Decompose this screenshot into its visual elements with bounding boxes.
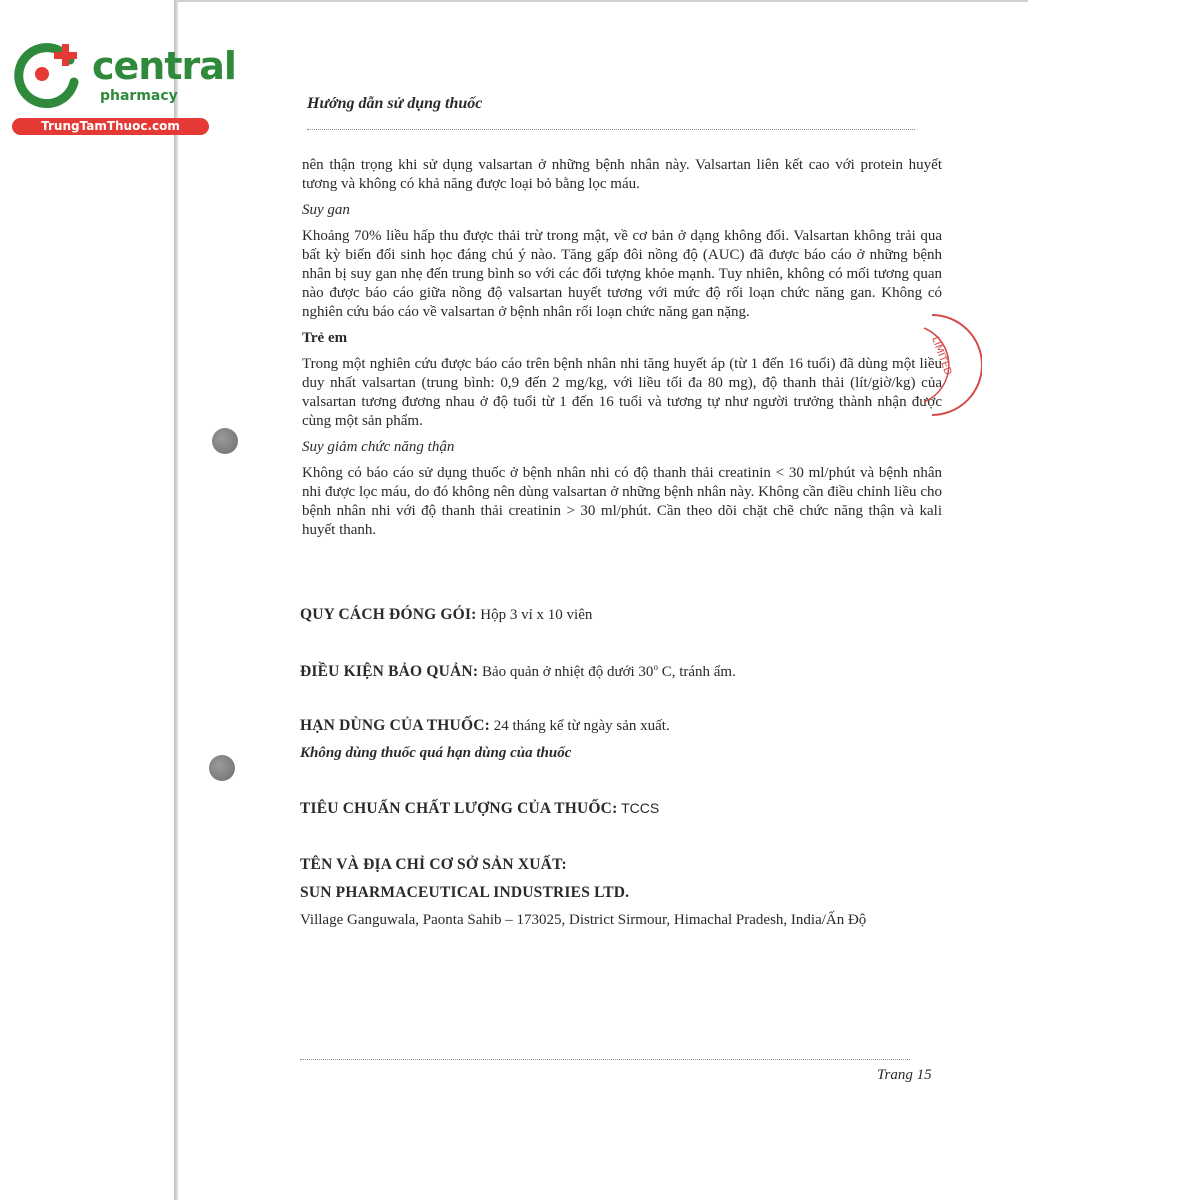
page-top-edge (178, 0, 1028, 2)
header-title: Hướng dẫn sử dụng thuốc (307, 95, 483, 112)
central-pharmacy-logo[interactable] (12, 38, 236, 138)
manufacturer-name-line (300, 884, 629, 902)
standard-section (300, 800, 659, 818)
storage-label: ĐIỀU KIỆN BẢO QUẢN: (300, 663, 479, 680)
footer-rule (300, 1059, 910, 1060)
storage-tail: C, tránh ẩm. (657, 664, 736, 680)
logo-tagline: pharmacy (100, 88, 178, 104)
pharmacy-cross-icon (12, 38, 82, 108)
renal-heading: Suy giảm chức năng thận (302, 439, 455, 455)
logo-name: central (92, 44, 236, 88)
page-number: Trang 15 (877, 1067, 932, 1083)
header-rule (307, 129, 915, 130)
expiry-label: HẠN DÙNG CỦA THUỐC: (300, 717, 490, 734)
children-paragraph: Trong một nghiên cứu được báo cáo trên bệnh nhân nhi tăng huyết áp (từ 1 đến 16 tuổi) đã dùng một liều duy nhất valsartan (trung bình: 0,9 đến 2 mg/kg, với liều tối đa 80 mg), độ thanh thải (lít/giờ/kg) của valsartan tương đương nhau ở độ tuổi từ 1 đến 16 tuổi và tương tự như người trưởng thành nhận được cùng một sản phẩm. (302, 356, 942, 429)
manufacturer-heading (300, 856, 567, 874)
company-stamp (922, 310, 982, 420)
intro-paragraph: nên thận trọng khi sử dụng valsartan ở những bệnh nhân này. Valsartan liên kết cao với protein huyết tương và không có khả năng được loại bỏ bằng lọc máu. (302, 157, 942, 192)
manufacturer-name: SUN PHARMACEUTICAL INDUSTRIES LTD. (300, 884, 630, 901)
liver-paragraph: Khoảng 70% liều hấp thu được thải trừ trong mật, về cơ bản ở dạng không đổi. Valsartan không trải qua bất kỳ biến đổi sinh học đáng chú ý nào. Tăng gấp đôi nồng độ (AUC) đã được báo cáo ở những bệnh nhân bị suy gan nhẹ đến trung bình so với các đối tượng khỏe mạnh. Tuy nhiên, không có mối tương quan nào được báo cáo giữa nồng độ valsartan huyết tương với mức độ rối loạn chức năng gan. Không có nghiên cứu báo cáo về valsartan ở bệnh nhân rối loạn chức năng gan nặng. (302, 228, 942, 320)
expiry-warning: Không dùng thuốc quá hạn dùng của thuốc (300, 745, 572, 761)
manufacturer-label: TÊN VÀ ĐỊA CHỈ CƠ SỞ SẢN XUẤT: (300, 856, 567, 873)
stamp-text: LIMITED. (929, 335, 955, 380)
expiry-value: 24 tháng kể từ ngày sản xuất. (489, 718, 670, 734)
manufacturer-address: Village Ganguwala, Paonta Sahib – 173025, District Sirmour, Himachal Pradesh, India/Ấn Độ (300, 912, 867, 928)
packaging-section (300, 606, 592, 624)
punch-hole-bottom (209, 755, 235, 781)
document-body (302, 156, 942, 540)
standard-value: TCCS (617, 800, 660, 816)
punch-hole-top (212, 428, 238, 454)
packaging-label: QUY CÁCH ĐÓNG GÓI: (300, 606, 477, 623)
storage-degree: o (653, 662, 658, 672)
expiry-section (300, 717, 670, 735)
storage-value: Bảo quản ở nhiệt độ dưới 30 (478, 664, 654, 680)
storage-section (300, 662, 736, 681)
renal-paragraph: Không có báo cáo sử dụng thuốc ở bệnh nhân nhi có độ thanh thải creatinin < 30 ml/phút và bệnh nhân nhi được lọc máu, do đó không nên dùng valsartan ở những bệnh nhân này. Không cần điều chỉnh liều cho bệnh nhân nhi với độ thanh thải creatinin > 30 ml/phút. Cần theo dõi chặt chẽ chức năng thận và kali huyết thanh. (302, 465, 942, 538)
page-fold (174, 0, 178, 1200)
logo-site[interactable]: TrungTamThuoc.com (12, 118, 209, 135)
children-heading: Trẻ em (302, 330, 348, 346)
packaging-value: Hộp 3 vỉ x 10 viên (476, 607, 593, 623)
standard-label: TIÊU CHUẨN CHẤT LƯỢNG CỦA THUỐC: (300, 800, 618, 817)
liver-heading: Suy gan (302, 202, 350, 218)
